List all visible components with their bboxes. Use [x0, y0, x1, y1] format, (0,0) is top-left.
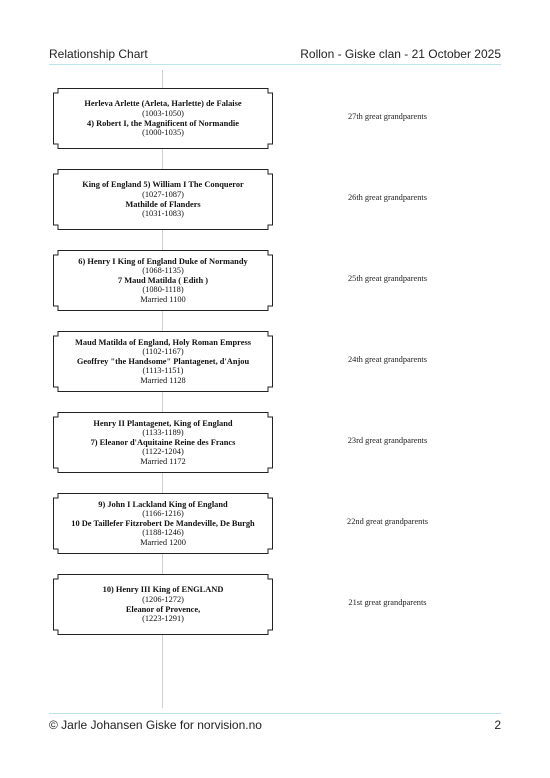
person-name: Geoffrey "the Handsome" Plantagenet, d'Anjou — [76, 356, 250, 366]
couple-box — [53, 493, 273, 554]
generation-label: 23rd great grandparents — [347, 436, 428, 445]
person-detail: (1188-1246) — [142, 528, 184, 538]
person-detail: (1003-1050) — [142, 108, 184, 118]
generation-label: 26th great grandparents — [347, 193, 428, 202]
person-detail: (1102-1167) — [142, 347, 184, 357]
copyright-text: © Jarle Johansen Giske for norvision.no — [49, 718, 262, 732]
couple-details — [53, 412, 273, 473]
couple-details — [53, 574, 273, 635]
person-name: 7 Maud Matilda ( Edith ) — [117, 275, 209, 285]
generation-label: 24th great grandparents — [347, 355, 428, 364]
person-name: Herleva Arlette (Arleta, Harlette) de Falaise — [84, 99, 242, 109]
generation-label: 27th great grandparents — [347, 112, 428, 121]
couple-details — [53, 331, 273, 392]
person-detail: Married 1200 — [140, 537, 186, 547]
couple-details — [53, 250, 273, 311]
person-detail: (1133-1189) — [142, 428, 184, 438]
couple-box — [53, 169, 273, 230]
couple-box — [53, 250, 273, 311]
person-detail: (1080-1118) — [142, 285, 184, 295]
page-footer — [49, 713, 501, 730]
person-name: King of England 5) William I The Conqueror — [82, 180, 244, 190]
person-name: 7) Eleanor d'Aquitaine Reine des Francs — [90, 437, 236, 447]
couple-box — [53, 574, 273, 635]
couple-details — [53, 169, 273, 230]
couple-details — [53, 88, 273, 149]
person-name: 9) John I Lackland King of England — [98, 499, 228, 509]
person-detail: (1031-1083) — [142, 209, 184, 219]
generation-label: 25th great grandparents — [347, 274, 428, 283]
person-detail: (1068-1135) — [142, 266, 184, 276]
person-detail: Married 1100 — [140, 294, 186, 304]
person-name: 4) Robert I, the Magnificent of Normandie — [87, 118, 239, 128]
person-name: Mathilde of Flanders — [125, 199, 201, 209]
person-detail: (1000-1035) — [142, 128, 184, 138]
couple-details — [53, 493, 273, 554]
person-name: Henry II Plantagenet, King of England — [93, 418, 233, 428]
generation-label: 22nd great grandparents — [347, 517, 428, 526]
chart-subtitle: Rollon - Giske clan - 21 October 2025 — [300, 47, 501, 61]
person-detail: (1223-1291) — [142, 614, 184, 624]
person-detail: (1113-1151) — [142, 366, 184, 376]
person-name: Eleanor of Provence, — [125, 604, 201, 614]
person-detail: (1206-1272) — [142, 594, 184, 604]
person-detail: (1027-1087) — [142, 189, 184, 199]
couple-box — [53, 331, 273, 392]
couple-box — [53, 88, 273, 149]
couple-box — [53, 412, 273, 473]
person-detail: Married 1172 — [140, 456, 186, 466]
page-header — [49, 46, 501, 65]
generation-label: 21st great grandparents — [348, 598, 427, 607]
person-detail: (1166-1216) — [142, 509, 184, 519]
chart-title: Relationship Chart — [49, 47, 148, 61]
person-name: 6) Henry I King of England Duke of Normandy — [78, 256, 248, 266]
person-detail: Married 1128 — [140, 375, 186, 385]
person-name: Maud Matilda of England, Holy Roman Empress — [75, 337, 251, 347]
person-name: 10) Henry III King of ENGLAND — [102, 585, 224, 595]
page-number: 2 — [494, 718, 501, 732]
person-detail: (1122-1204) — [142, 447, 184, 457]
person-name: 10 De Taillefer Fitzrobert De Mandeville, De Burgh — [71, 518, 255, 528]
